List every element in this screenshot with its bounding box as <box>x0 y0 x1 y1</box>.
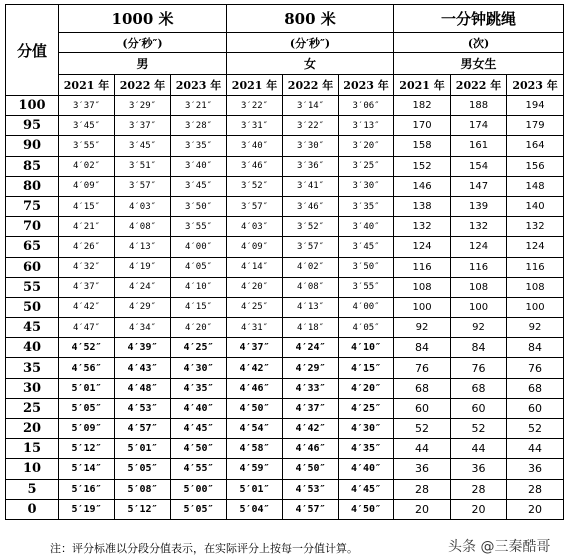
time-cell: 5′01″ <box>59 378 115 398</box>
sex-male-label: 男 <box>59 53 227 75</box>
count-cell: 36 <box>451 459 507 479</box>
score-value: 30 <box>6 378 59 398</box>
count-cell: 132 <box>394 217 451 237</box>
time-cell: 4′50″ <box>283 459 339 479</box>
time-cell: 4′43″ <box>115 358 171 378</box>
table-row <box>6 499 564 519</box>
year-header: 2022 年 <box>451 75 507 96</box>
count-cell: 52 <box>507 419 564 439</box>
time-cell: 3′50″ <box>339 257 394 277</box>
count-cell: 156 <box>507 156 564 176</box>
time-cell: 4′20″ <box>227 277 283 297</box>
time-cell: 4′45″ <box>339 479 394 499</box>
count-cell: 52 <box>394 419 451 439</box>
time-cell: 4′37″ <box>227 338 283 358</box>
count-cell: 124 <box>507 237 564 257</box>
count-cell: 100 <box>451 297 507 317</box>
time-cell: 5′12″ <box>115 499 171 519</box>
time-cell: 4′52″ <box>59 338 115 358</box>
time-cell: 4′29″ <box>283 358 339 378</box>
time-cell: 4′15″ <box>339 358 394 378</box>
time-cell: 4′18″ <box>283 318 339 338</box>
count-cell: 60 <box>451 398 507 418</box>
time-cell: 4′24″ <box>115 277 171 297</box>
count-cell: 100 <box>507 297 564 317</box>
time-cell: 3′31″ <box>227 116 283 136</box>
time-cell: 4′59″ <box>227 459 283 479</box>
count-cell: 44 <box>451 439 507 459</box>
time-cell: 5′19″ <box>59 499 115 519</box>
count-cell: 20 <box>451 499 507 519</box>
score-value: 35 <box>6 358 59 378</box>
year-header: 2021 年 <box>394 75 451 96</box>
time-cell: 4′02″ <box>59 156 115 176</box>
time-cell: 3′52″ <box>227 176 283 196</box>
count-cell: 179 <box>507 116 564 136</box>
table-row <box>6 338 564 358</box>
count-cell: 84 <box>394 338 451 358</box>
count-cell: 28 <box>507 479 564 499</box>
time-cell: 4′10″ <box>171 277 227 297</box>
count-cell: 116 <box>507 257 564 277</box>
time-cell: 4′57″ <box>283 499 339 519</box>
time-cell: 4′15″ <box>171 297 227 317</box>
time-cell: 4′24″ <box>283 338 339 358</box>
table-row <box>6 196 564 216</box>
time-cell: 4′13″ <box>283 297 339 317</box>
count-cell: 170 <box>394 116 451 136</box>
score-value: 60 <box>6 257 59 277</box>
time-cell: 4′46″ <box>227 378 283 398</box>
time-cell: 4′50″ <box>171 439 227 459</box>
time-cell: 5′09″ <box>59 419 115 439</box>
time-cell: 4′58″ <box>227 439 283 459</box>
time-cell: 4′55″ <box>171 459 227 479</box>
score-value: 20 <box>6 419 59 439</box>
table-row <box>6 459 564 479</box>
count-cell: 161 <box>451 136 507 156</box>
time-cell: 4′50″ <box>227 398 283 418</box>
time-cell: 4′47″ <box>59 318 115 338</box>
time-cell: 5′00″ <box>171 479 227 499</box>
time-cell: 4′57″ <box>115 419 171 439</box>
count-cell: 44 <box>507 439 564 459</box>
time-cell: 3′13″ <box>339 116 394 136</box>
time-cell: 4′53″ <box>283 479 339 499</box>
time-cell: 5′16″ <box>59 479 115 499</box>
time-cell: 3′57″ <box>115 176 171 196</box>
time-cell: 4′08″ <box>115 217 171 237</box>
time-cell: 4′19″ <box>115 257 171 277</box>
score-value: 80 <box>6 176 59 196</box>
count-cell: 60 <box>507 398 564 418</box>
sex-female-label: 女 <box>227 53 394 75</box>
table-row <box>6 116 564 136</box>
table-row <box>6 176 564 196</box>
count-cell: 148 <box>507 176 564 196</box>
time-cell: 4′56″ <box>59 358 115 378</box>
count-cell: 132 <box>507 217 564 237</box>
count-cell: 138 <box>394 196 451 216</box>
time-cell: 3′50″ <box>171 196 227 216</box>
count-cell: 147 <box>451 176 507 196</box>
score-value: 50 <box>6 297 59 317</box>
count-cell: 164 <box>507 136 564 156</box>
time-cell: 3′35″ <box>171 136 227 156</box>
time-cell: 3′29″ <box>115 96 171 116</box>
time-cell: 3′57″ <box>227 196 283 216</box>
time-cell: 4′35″ <box>171 378 227 398</box>
time-cell: 4′40″ <box>171 398 227 418</box>
score-value: 10 <box>6 459 59 479</box>
count-cell: 92 <box>451 318 507 338</box>
count-cell: 68 <box>394 378 451 398</box>
time-cell: 4′33″ <box>283 378 339 398</box>
time-cell: 4′03″ <box>115 196 171 216</box>
score-value: 5 <box>6 479 59 499</box>
count-cell: 36 <box>507 459 564 479</box>
time-cell: 4′25″ <box>339 398 394 418</box>
sex-both-label: 男女生 <box>394 53 564 75</box>
time-cell: 5′05″ <box>171 499 227 519</box>
time-cell: 4′21″ <box>59 217 115 237</box>
time-cell: 4′00″ <box>171 237 227 257</box>
count-cell: 84 <box>451 338 507 358</box>
table-row <box>6 358 564 378</box>
score-value: 40 <box>6 338 59 358</box>
time-cell: 3′06″ <box>339 96 394 116</box>
time-cell: 3′55″ <box>171 217 227 237</box>
count-cell: 20 <box>394 499 451 519</box>
time-cell: 4′03″ <box>227 217 283 237</box>
time-cell: 5′08″ <box>115 479 171 499</box>
score-value: 0 <box>6 499 59 519</box>
time-cell: 4′10″ <box>339 338 394 358</box>
time-cell: 4′20″ <box>339 378 394 398</box>
count-cell: 28 <box>394 479 451 499</box>
time-cell: 3′55″ <box>339 277 394 297</box>
time-cell: 3′45″ <box>115 136 171 156</box>
time-cell: 3′20″ <box>339 136 394 156</box>
time-cell: 4′34″ <box>115 318 171 338</box>
table-row <box>6 398 564 418</box>
time-cell: 4′31″ <box>227 318 283 338</box>
score-value: 100 <box>6 96 59 116</box>
rope-skipping-header: 一分钟跳绳 <box>394 5 564 33</box>
time-cell: 4′29″ <box>115 297 171 317</box>
score-value: 65 <box>6 237 59 257</box>
time-cell: 3′37″ <box>59 96 115 116</box>
time-cell: 4′20″ <box>171 318 227 338</box>
time-cell: 5′05″ <box>115 459 171 479</box>
count-cell: 52 <box>451 419 507 439</box>
table-row <box>6 237 564 257</box>
watermark: 头条 @三秦酷哥 <box>448 539 551 555</box>
count-cell: 76 <box>451 358 507 378</box>
count-cell: 146 <box>394 176 451 196</box>
time-cell: 3′40″ <box>171 156 227 176</box>
time-cell: 4′25″ <box>227 297 283 317</box>
table-row <box>6 318 564 338</box>
time-unit-1000m: (分′秒″) <box>59 33 227 53</box>
count-cell: 108 <box>507 277 564 297</box>
year-header: 2022 年 <box>115 75 171 96</box>
score-value: 15 <box>6 439 59 459</box>
score-standard-table <box>5 4 564 520</box>
table-row <box>6 419 564 439</box>
time-cell: 4′50″ <box>339 499 394 519</box>
count-cell: 20 <box>507 499 564 519</box>
time-cell: 3′30″ <box>339 176 394 196</box>
time-cell: 4′15″ <box>59 196 115 216</box>
year-header: 2022 年 <box>283 75 339 96</box>
count-cell: 108 <box>451 277 507 297</box>
time-cell: 3′45″ <box>171 176 227 196</box>
time-cell: 4′02″ <box>283 257 339 277</box>
time-cell: 4′25″ <box>171 338 227 358</box>
time-cell: 3′28″ <box>171 116 227 136</box>
time-cell: 5′01″ <box>115 439 171 459</box>
time-unit-800m: (分′秒″) <box>227 33 394 53</box>
time-cell: 4′39″ <box>115 338 171 358</box>
time-cell: 4′30″ <box>171 358 227 378</box>
time-cell: 4′05″ <box>171 257 227 277</box>
time-cell: 3′45″ <box>59 116 115 136</box>
time-cell: 3′41″ <box>283 176 339 196</box>
count-cell: 140 <box>507 196 564 216</box>
time-cell: 3′30″ <box>283 136 339 156</box>
count-cell: 68 <box>451 378 507 398</box>
count-cell: 36 <box>394 459 451 479</box>
table-row <box>6 439 564 459</box>
count-cell: 76 <box>507 358 564 378</box>
time-cell: 4′42″ <box>227 358 283 378</box>
year-header: 2021 年 <box>59 75 115 96</box>
time-cell: 3′14″ <box>283 96 339 116</box>
time-cell: 4′53″ <box>115 398 171 418</box>
count-cell: 116 <box>394 257 451 277</box>
table-row <box>6 479 564 499</box>
time-cell: 4′40″ <box>339 459 394 479</box>
count-cell: 154 <box>451 156 507 176</box>
time-cell: 5′12″ <box>59 439 115 459</box>
table-row <box>6 378 564 398</box>
score-value: 85 <box>6 156 59 176</box>
count-cell: 158 <box>394 136 451 156</box>
score-column-header: 分值 <box>6 5 59 96</box>
time-cell: 4′09″ <box>59 176 115 196</box>
time-cell: 4′00″ <box>339 297 394 317</box>
score-value: 75 <box>6 196 59 216</box>
time-cell: 3′37″ <box>115 116 171 136</box>
count-cell: 68 <box>507 378 564 398</box>
count-cell: 139 <box>451 196 507 216</box>
count-cell: 108 <box>394 277 451 297</box>
count-cell: 124 <box>451 237 507 257</box>
time-cell: 4′09″ <box>227 237 283 257</box>
count-cell: 132 <box>451 217 507 237</box>
time-cell: 3′40″ <box>227 136 283 156</box>
time-cell: 4′42″ <box>59 297 115 317</box>
count-cell: 60 <box>394 398 451 418</box>
count-cell: 116 <box>451 257 507 277</box>
time-cell: 3′46″ <box>227 156 283 176</box>
time-cell: 4′37″ <box>59 277 115 297</box>
time-cell: 3′40″ <box>339 217 394 237</box>
time-cell: 3′57″ <box>283 237 339 257</box>
time-cell: 3′52″ <box>283 217 339 237</box>
count-cell: 76 <box>394 358 451 378</box>
footnote: 注：评分标准以分段分值表示，在实际评分上按每一分值计算。 <box>50 542 358 555</box>
count-cell: 152 <box>394 156 451 176</box>
score-value: 45 <box>6 318 59 338</box>
score-value: 90 <box>6 136 59 156</box>
time-cell: 3′55″ <box>59 136 115 156</box>
count-cell: 182 <box>394 96 451 116</box>
time-cell: 4′48″ <box>115 378 171 398</box>
count-cell: 28 <box>451 479 507 499</box>
time-cell: 4′32″ <box>59 257 115 277</box>
time-cell: 3′51″ <box>115 156 171 176</box>
time-cell: 4′54″ <box>227 419 283 439</box>
time-cell: 4′05″ <box>339 318 394 338</box>
table-row <box>6 217 564 237</box>
time-cell: 4′08″ <box>283 277 339 297</box>
count-cell: 92 <box>394 318 451 338</box>
table-row <box>6 96 564 116</box>
year-header: 2023 年 <box>507 75 564 96</box>
year-header: 2021 年 <box>227 75 283 96</box>
count-unit-rope: (次) <box>394 33 564 53</box>
time-cell: 5′05″ <box>59 398 115 418</box>
table-row <box>6 136 564 156</box>
time-cell: 4′45″ <box>171 419 227 439</box>
table-row <box>6 257 564 277</box>
time-cell: 3′22″ <box>227 96 283 116</box>
time-cell: 5′01″ <box>227 479 283 499</box>
time-cell: 3′22″ <box>283 116 339 136</box>
run-800m-header: 800 米 <box>227 5 394 33</box>
count-cell: 174 <box>451 116 507 136</box>
table-row <box>6 277 564 297</box>
time-cell: 4′13″ <box>115 237 171 257</box>
count-cell: 124 <box>394 237 451 257</box>
time-cell: 4′14″ <box>227 257 283 277</box>
score-value: 70 <box>6 217 59 237</box>
year-header: 2023 年 <box>171 75 227 96</box>
time-cell: 3′46″ <box>283 196 339 216</box>
table-row <box>6 156 564 176</box>
time-cell: 4′46″ <box>283 439 339 459</box>
year-header: 2023 年 <box>339 75 394 96</box>
count-cell: 44 <box>394 439 451 459</box>
time-cell: 3′36″ <box>283 156 339 176</box>
count-cell: 84 <box>507 338 564 358</box>
table-row <box>6 297 564 317</box>
time-cell: 3′35″ <box>339 196 394 216</box>
time-cell: 5′14″ <box>59 459 115 479</box>
count-cell: 188 <box>451 96 507 116</box>
count-cell: 92 <box>507 318 564 338</box>
count-cell: 194 <box>507 96 564 116</box>
time-cell: 4′26″ <box>59 237 115 257</box>
time-cell: 4′35″ <box>339 439 394 459</box>
score-value: 25 <box>6 398 59 418</box>
time-cell: 4′42″ <box>283 419 339 439</box>
time-cell: 3′25″ <box>339 156 394 176</box>
count-cell: 100 <box>394 297 451 317</box>
score-value: 55 <box>6 277 59 297</box>
run-1000m-header: 1000 米 <box>59 5 227 33</box>
time-cell: 3′45″ <box>339 237 394 257</box>
time-cell: 4′30″ <box>339 419 394 439</box>
time-cell: 5′04″ <box>227 499 283 519</box>
time-cell: 3′21″ <box>171 96 227 116</box>
time-cell: 4′37″ <box>283 398 339 418</box>
score-value: 95 <box>6 116 59 136</box>
